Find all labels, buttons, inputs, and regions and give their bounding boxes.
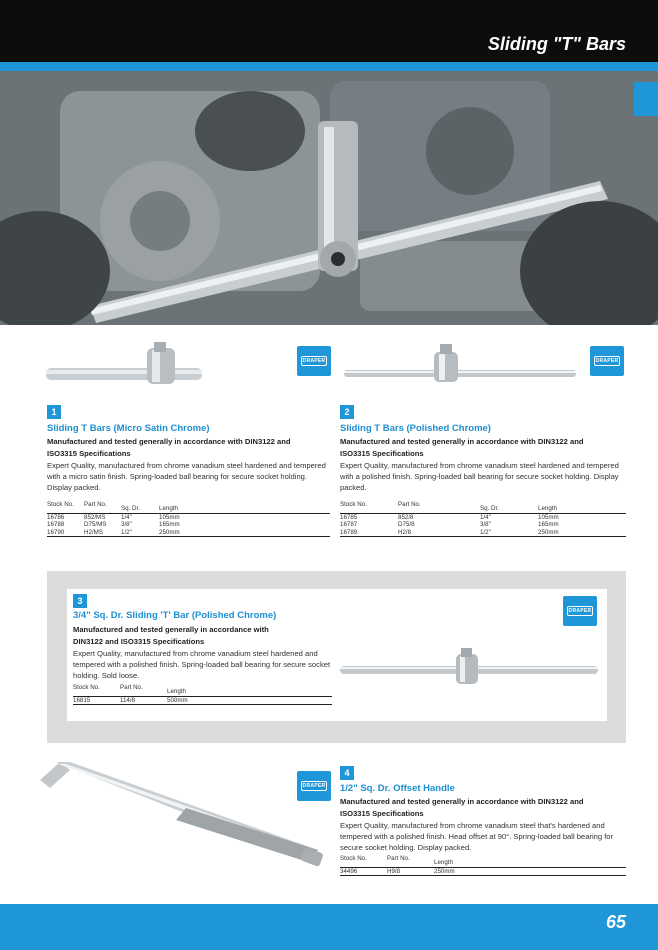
column-header: Part No. — [84, 501, 107, 508]
table-header-row — [73, 684, 332, 696]
table-rule — [340, 875, 626, 876]
table-row: 16786 852/MS 1/4" 105mm — [47, 513, 180, 521]
product-3-subtitle: Manufactured and tested generally in accordance with DIN3122 and ISO3315 Specifications — [73, 625, 269, 646]
engine-photo-illustration — [0, 71, 658, 325]
section-tab[interactable] — [634, 82, 658, 116]
column-header: Part No. — [387, 855, 410, 862]
table-header-row — [340, 855, 626, 867]
product-1-description: Expert Quality, manufactured from chrome vanadium steel hardened and tempered with a micro satin finish. Spring-loaded ball bearing for secure socket holding. Display packed. — [47, 461, 326, 492]
product-2-subtitle: Manufactured and tested generally in accordance with DIN3122 and ISO3315 Specifications — [340, 437, 584, 458]
product-2-description: Expert Quality, manufactured from chrome vanadium steel hardened and tempered with a polished finish. Spring-loaded ball bearing for secure socket holding. Display packed. — [340, 461, 619, 492]
product-4-number: 4 — [340, 766, 354, 780]
product-4-subtitle: Manufactured and tested generally in accordance with DIN3122 and ISO3315 Specifications — [340, 797, 584, 818]
column-header: Part No. — [398, 501, 421, 508]
table-row: 16790 H2/MS 1/2" 250mm — [47, 528, 180, 536]
product-1-number: 1 — [47, 405, 61, 419]
product-3-table — [73, 684, 332, 705]
product-1-subtitle: Manufactured and tested generally in accordance with DIN3122 and ISO3315 Specifications — [47, 437, 291, 458]
header-stripe — [0, 62, 658, 71]
product-4-description: Expert Quality, manufactured from chrome vanadium steel that's hardened and tempered with a polished finish. Head offset at 90°. Spring-loaded ball bearing for secure socket holding. Display packed. — [340, 821, 614, 852]
hero-photo — [0, 71, 658, 325]
product-1-title: Sliding T Bars (Micro Satin Chrome) — [47, 423, 210, 434]
table-row: 16789 H2/8 1/2" 250mm — [340, 528, 559, 536]
draper-logo: DRAPER — [590, 346, 624, 376]
table-row: 16815 114/8 500mm — [73, 696, 188, 704]
column-header: Length — [159, 505, 178, 512]
table-rule — [47, 536, 330, 537]
product-3-title: 3/4" Sq. Dr. Sliding 'T' Bar (Polished Chrome) — [73, 610, 277, 621]
product-2-number: 2 — [340, 405, 354, 419]
column-header: Length — [167, 688, 186, 695]
page-title: Sliding "T" Bars — [487, 34, 626, 54]
table-rule — [73, 704, 332, 705]
table-row: 16788 D75/MS 3/8" 165mm — [47, 521, 180, 528]
page-footer — [0, 904, 658, 950]
column-header: Sq. Dr. — [480, 505, 499, 512]
column-header: Length — [434, 859, 453, 866]
product-3-image — [338, 646, 600, 686]
product-3-number: 3 — [73, 594, 87, 608]
column-header: Stock No. — [73, 684, 100, 691]
column-header: Stock No. — [340, 501, 367, 508]
column-header: Sq. Dr. — [121, 505, 140, 512]
page-number: 65 — [605, 912, 626, 932]
column-header: Length — [538, 505, 557, 512]
product-2-title: Sliding T Bars (Polished Chrome) — [340, 423, 491, 434]
draper-logo: DRAPER — [297, 771, 331, 801]
product-2-image — [340, 340, 580, 388]
product-4-image — [36, 758, 332, 870]
table-rule — [340, 536, 626, 537]
product-2-table — [340, 501, 626, 537]
product-1-image — [44, 340, 204, 388]
product-4-table — [340, 855, 626, 876]
table-row: 16785 852/8 1/4" 105mm — [340, 513, 559, 521]
column-header: Stock No. — [47, 501, 74, 508]
column-header: Stock No. — [340, 855, 367, 862]
column-header: Part No. — [120, 684, 143, 691]
product-4-title: 1/2" Sq. Dr. Offset Handle — [340, 783, 455, 794]
product-1-table — [47, 501, 330, 537]
table-header-row — [47, 501, 330, 513]
table-row: 34496 H9/8 250mm — [340, 867, 455, 875]
table-row: 16787 D75/8 3/8" 165mm — [340, 521, 559, 528]
product-3-description: Expert Quality, manufactured from chrome vanadium steel hardened and tempered with a polished finish. Spring-loaded ball bearing for secure socket holding. Sold loose. — [73, 649, 331, 680]
draper-logo: DRAPER — [297, 346, 331, 376]
table-header-row — [340, 501, 626, 513]
draper-logo: DRAPER — [563, 596, 597, 626]
